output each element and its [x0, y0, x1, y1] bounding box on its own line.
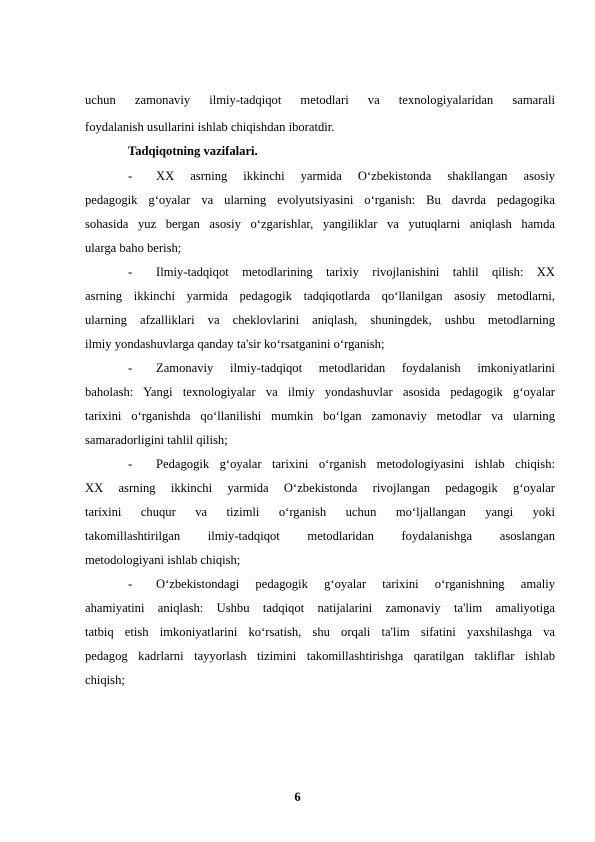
list-item-marker: - — [128, 361, 133, 375]
list-item-marker: - — [128, 169, 133, 183]
list-item-line: Pedagogik g‘oyalar tarixini o‘rganish metodologiyasini ishlab chiqish: — [156, 457, 555, 471]
list-item-line: takomillashtirilgan ilmiy-tadqiqot metodlaridan foydalanishga asoslangan — [85, 529, 555, 543]
intro-line: uchun zamonaviy ilmiy-tadqiqot metodlari va texnologiyalaridan samarali — [85, 93, 555, 107]
list-item-line: ularga baho berish; — [85, 241, 182, 255]
list-item-line: O‘zbekistondagi pedagogik g‘oyalar tarixini o‘rganishning amaliy — [156, 577, 555, 591]
list-item-line: baholash: Yangi texnologiyalar va ilmiy yondashuvlar asosida pedagogik g‘oyalar — [85, 385, 555, 399]
list-item-line: tatbiq etish imkoniyatlarini ko‘rsatish, shu orqali ta'lim sifatini yaxshilashga va — [85, 625, 555, 639]
list-item-marker: - — [128, 457, 133, 471]
list-item-line: chiqish; — [85, 673, 125, 687]
list-item-marker: - — [128, 577, 133, 591]
section-heading: Tadqiqotning vazifalari. — [128, 144, 258, 158]
intro-line: foydalanish usullarini ishlab chiqishdan iboratdir. — [85, 120, 335, 134]
list-item-line: tarixini o‘rganishda qo‘llanilishi mumkin bo‘lgan zamonaviy metodlar va ularning — [85, 409, 555, 423]
list-item-line: pedagogik g‘oyalar va ularning evolyutsiyasini o‘rganish: Bu davrda pedagogika — [85, 193, 555, 207]
list-item-line: asrning ikkinchi yarmida pedagogik tadqiqotlarda qo‘llanilgan asosiy metodlarni, — [85, 289, 555, 303]
list-item-line: Ilmiy-tadqiqot metodlarining tarixiy rivojlanishini tahlil qilish: XX — [156, 265, 555, 279]
list-item-line: tarixini chuqur va tizimli o‘rganish uchun mo‘ljallangan yangi yoki — [85, 505, 555, 519]
list-item-line: pedagog kadrlarni tayyorlash tizimini takomillashtirishga qaratilgan takliflar ishlab — [85, 649, 555, 663]
list-item-marker: - — [128, 265, 133, 279]
list-item-line: sohasida yuz bergan asosiy o‘zgarishlar, yangiliklar va yutuqlarni aniqlash hamda — [85, 217, 555, 231]
list-item-line: ularning afzalliklari va cheklovlarini aniqlash, shuningdek, ushbu metodlarning — [85, 313, 555, 327]
list-item-line: samaradorligini tahlil qilish; — [85, 433, 228, 447]
list-item-line: XX asrning ikkinchi yarmida O‘zbekistonda shakllangan asosiy — [156, 169, 555, 183]
page-number: 6 — [294, 790, 301, 804]
list-item-line: XX asrning ikkinchi yarmida O‘zbekistonda rivojlangan pedagogik g‘oyalar — [85, 481, 555, 495]
list-item-line: Zamonaviy ilmiy-tadqiqot metodlaridan foydalanish imkoniyatlarini — [156, 361, 555, 375]
list-item-line: metodologiyani ishlab chiqish; — [85, 553, 241, 567]
list-item-line: ilmiy yondashuvlarga qanday ta'sir ko‘rsatganini o‘rganish; — [85, 337, 385, 351]
list-item-line: ahamiyatini aniqlash: Ushbu tadqiqot natijalarini zamonaviy ta'lim amaliyotiga — [85, 601, 555, 615]
